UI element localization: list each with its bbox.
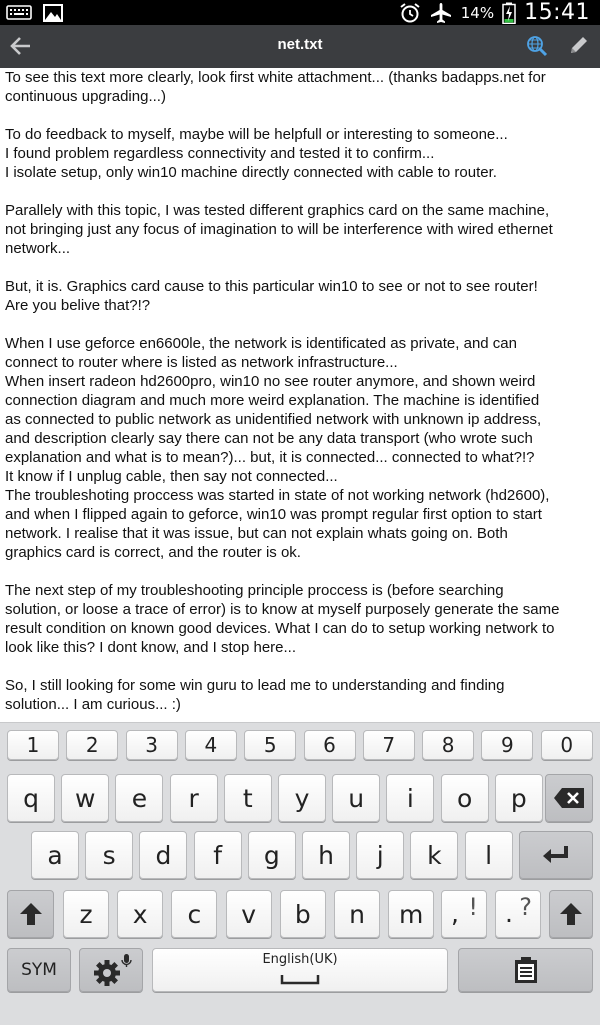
text-line: Are you belive that?!?	[5, 297, 151, 314]
text-line: solution... I am curious... :)	[5, 696, 181, 713]
shift-key-right[interactable]	[549, 890, 593, 938]
on-screen-keyboard	[0, 722, 600, 1025]
text-line: Parallely with this topic, I was tested different graphics card on the same machine,	[5, 202, 550, 219]
key-r[interactable]: r	[170, 774, 218, 822]
text-line: and description clearly say there can not be any data transport (who wrote such	[5, 430, 533, 447]
search-globe-icon[interactable]	[525, 34, 549, 58]
settings-key[interactable]	[79, 948, 143, 992]
text-line: When I use geforce en6600le, the network is identificated as private, and can	[5, 335, 517, 352]
text-line: So, I still looking for some win guru to lead me to understanding and finding	[5, 677, 505, 694]
text-line: But, it is. Graphics card cause to this particular win10 to see or not to see router!	[5, 278, 538, 295]
key-3[interactable]: 3	[126, 730, 178, 760]
backspace-key[interactable]	[545, 774, 593, 822]
text-line: I isolate setup, only win10 machine directly connected with cable to router.	[5, 164, 497, 181]
battery-percent: 14%	[460, 3, 495, 22]
shift-icon	[559, 901, 583, 927]
status-bar	[0, 0, 600, 25]
key-6[interactable]: 6	[304, 730, 356, 760]
key-z[interactable]: z	[63, 890, 109, 938]
clipboard-key[interactable]	[458, 948, 593, 992]
shift-key-left[interactable]	[7, 890, 54, 938]
key-p[interactable]: p	[495, 774, 543, 822]
backspace-icon	[553, 787, 585, 809]
text-line: explanation and what is to mean?)... but, it is connected... connected to what?!?	[5, 449, 535, 466]
shift-icon	[19, 901, 43, 927]
key-a[interactable]: a	[31, 831, 79, 879]
key-0[interactable]: 0	[541, 730, 593, 760]
document-text-area[interactable]	[0, 68, 600, 722]
text-line: result condition on known good devices. What I can do to setup working network to	[5, 620, 555, 637]
key-x[interactable]: x	[117, 890, 163, 938]
text-line	[0, 657, 600, 676]
key-m[interactable]: m	[388, 890, 434, 938]
key-l[interactable]: l	[465, 831, 513, 879]
key-w[interactable]: w	[61, 774, 109, 822]
comma-exclaim-key[interactable]	[441, 890, 487, 938]
text-line: The next step of my troubleshooting principle proccess is (before searching	[5, 582, 504, 599]
text-line: network...	[5, 240, 71, 257]
key-i[interactable]: i	[386, 774, 434, 822]
key-7[interactable]: 7	[363, 730, 415, 760]
text-line	[0, 258, 600, 277]
key-main: .	[505, 899, 513, 928]
key-b[interactable]: b	[280, 890, 326, 938]
battery-charging-icon	[502, 2, 516, 24]
sym-key[interactable]: SYM	[7, 948, 71, 992]
text-line: look like this? I dont know, and I stop here...	[5, 639, 297, 656]
key-o[interactable]: o	[441, 774, 489, 822]
key-2[interactable]: 2	[66, 730, 118, 760]
key-t[interactable]: t	[224, 774, 272, 822]
text-line: solution, or loose a trace of error) is to know at myself purposely generate the same	[5, 601, 560, 618]
key-1[interactable]: 1	[7, 730, 59, 760]
key-k[interactable]: k	[410, 831, 458, 879]
text-line	[0, 562, 600, 581]
key-f[interactable]: f	[194, 831, 242, 879]
text-line: The troubleshoting proccess was started in state of not working network (hd2600),	[5, 487, 550, 504]
text-line: connect to router where is listed as network infrastructure...	[5, 354, 398, 371]
key-d[interactable]: d	[139, 831, 187, 879]
clipboard-icon	[513, 956, 539, 984]
key-e[interactable]: e	[115, 774, 163, 822]
settings-mic-icon	[88, 952, 134, 988]
text-line	[0, 182, 600, 201]
key-u[interactable]: u	[332, 774, 380, 822]
key-c[interactable]: c	[171, 890, 217, 938]
key-q[interactable]: q	[7, 774, 55, 822]
key-9[interactable]: 9	[481, 730, 533, 760]
key-8[interactable]: 8	[422, 730, 474, 760]
pencil-icon[interactable]	[567, 33, 591, 57]
text-line	[0, 315, 600, 334]
key-alt: !	[468, 893, 478, 921]
key-4[interactable]: 4	[185, 730, 237, 760]
text-line: connection diagram and much more weird explanation. The machine is identified	[5, 392, 540, 409]
file-title: net.txt	[277, 36, 323, 53]
enter-icon	[541, 843, 571, 867]
clock: 15:41	[524, 0, 590, 25]
text-line: and when I flipped again to geforce, win10 was prompt regular first option to start	[5, 506, 542, 523]
space-label: English(UK)	[262, 952, 338, 967]
key-v[interactable]: v	[226, 890, 272, 938]
alarm-icon	[399, 2, 421, 24]
enter-key[interactable]	[519, 831, 593, 879]
image-icon	[42, 3, 64, 23]
text-line: as connected to public network as unidentified network with unknown ip address,	[5, 411, 542, 428]
key-s[interactable]: s	[85, 831, 133, 879]
text-line: network. I realise that it was issue, but can not explain whats going on. Both	[5, 525, 508, 542]
key-j[interactable]: j	[356, 831, 404, 879]
text-line: graphics card is correct, and the router is ok.	[5, 544, 301, 561]
text-line: To do feedback to myself, maybe will be helpfull or interesting to someone...	[5, 126, 508, 143]
text-line	[0, 106, 600, 125]
key-y[interactable]: y	[278, 774, 326, 822]
key-g[interactable]: g	[248, 831, 296, 879]
key-alt: ?	[519, 893, 532, 921]
space-bar-icon	[280, 973, 320, 985]
keyboard-icon	[6, 3, 32, 21]
key-h[interactable]: h	[302, 831, 350, 879]
text-line: To see this text more clearly, look first white attachment... (thanks badapps.net for	[5, 69, 546, 86]
text-line: When insert radeon hd2600pro, win10 no see router anymore, and shown weird	[5, 373, 536, 390]
airplane-mode-icon	[429, 2, 453, 24]
key-5[interactable]: 5	[244, 730, 296, 760]
text-line: I found problem regardless connectivity and tested it to confirm...	[5, 145, 435, 162]
action-bar	[0, 25, 600, 68]
text-line: It know if I unplug cable, then say not connected...	[5, 468, 338, 485]
period-question-key[interactable]	[495, 890, 541, 938]
text-line: not bringing just any focus of imagination to will be interference with wired ethernet	[5, 221, 553, 238]
text-line: continuous upgrading...)	[5, 88, 166, 105]
space-key[interactable]	[152, 948, 448, 992]
key-n[interactable]: n	[334, 890, 380, 938]
key-main: ,	[451, 899, 459, 928]
